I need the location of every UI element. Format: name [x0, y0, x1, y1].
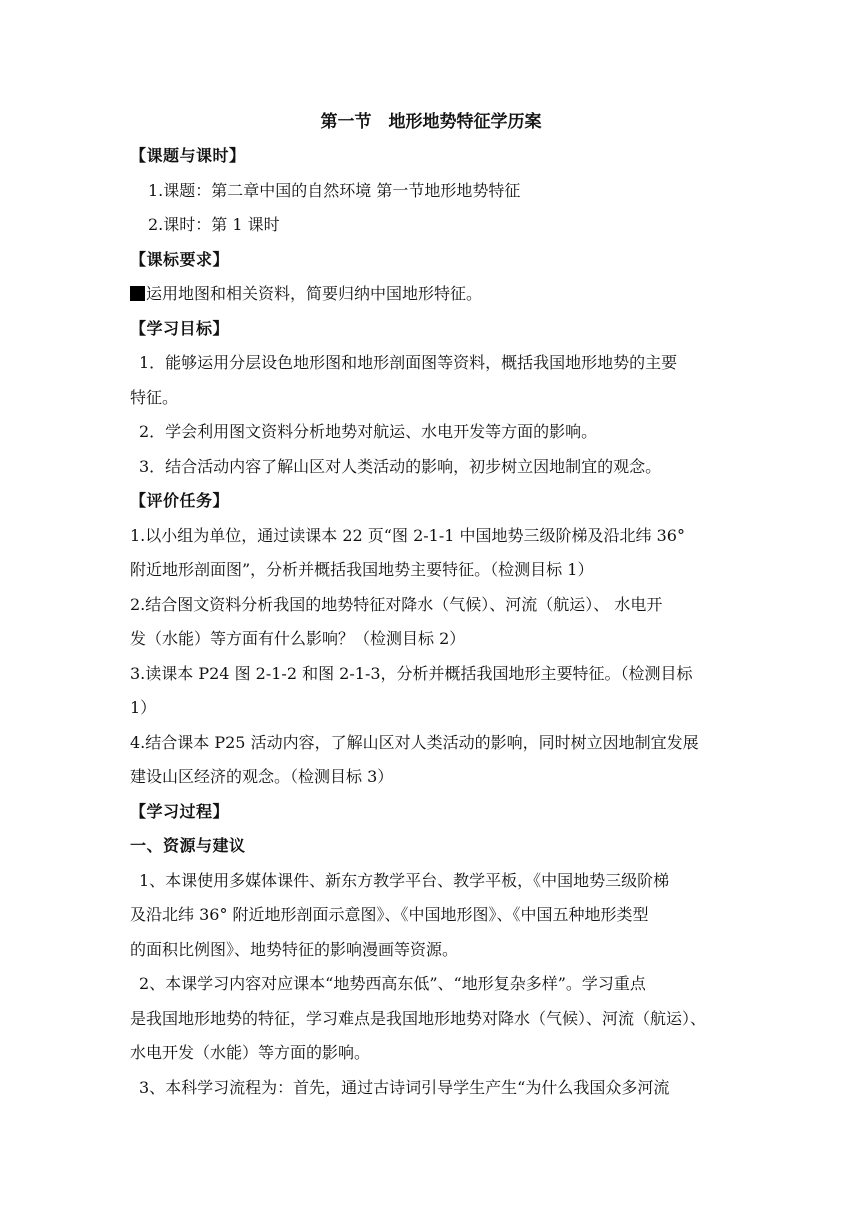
section-heading-process: 【学习过程】	[130, 801, 230, 821]
page-title: 第一节 地形地势特征学历案	[320, 112, 542, 132]
evaluation-line: 发（水能）等方面有什么影响？（检测目标 2）	[130, 629, 466, 648]
subsection-heading-resources: 一、资源与建议	[130, 836, 246, 855]
standard-line	[130, 277, 732, 312]
section-heading-standard: 【课标要求】	[130, 249, 230, 269]
objective-line: 3．结合活动内容了解山区对人类活动的影响，初步树立因地制宜的观念。	[139, 456, 662, 476]
paragraph-line: 的面积比例图》、地势特征的影响漫画等资源。	[130, 939, 459, 959]
objective-line: 特征。	[130, 387, 179, 407]
evaluation-line: 1）	[130, 698, 157, 717]
paragraph-line: 是我国地形地势的特征，学习难点是我国地形地势对降水（气候）、河流（航运）、	[130, 1008, 707, 1028]
paragraph-line: 2、本课学习内容对应课本“地势西高东低”、“地形复杂多样”。学习重点	[139, 974, 646, 993]
evaluation-line: 3.读课本 P24 图 2-1-2 和图 2-1-3，分析并概括我国地形主要特征。（检测目标	[130, 663, 693, 683]
period-line: 2.课时：第 1 课时	[148, 215, 280, 234]
document-body	[130, 105, 732, 1105]
bullet-square-icon	[130, 286, 145, 301]
evaluation-line: 4.结合课本 P25 活动内容，了解山区对人类活动的影响，同时树立因地制宜发展	[130, 732, 699, 752]
standard-text: 运用地图和相关资料，简要归纳中国地形特征。	[146, 284, 483, 303]
paragraph-line: 及沿北纬 36° 附近地形剖面示意图》、《中国地形图》、《中国五种地形类型	[130, 905, 649, 924]
evaluation-line: 建设山区经济的观念。（检测目标 3）	[130, 767, 394, 786]
evaluation-line: 2.结合图文资料分析我国的地势特征对降水（气候）、河流（航运）、 水电开	[130, 594, 663, 614]
paragraph-line: 3、本科学习流程为：首先，通过古诗词引导学生产生“为什么我国众多河流	[139, 1077, 670, 1097]
topic-line: 1.课题：第二章中国的自然环境 第一节地形地势特征	[148, 180, 521, 200]
paragraph-line: 1、本课使用多媒体课件、新东方教学平台、教学平板，《中国地势三级阶梯	[139, 870, 670, 890]
objective-line: 2．学会利用图文资料分析地势对航运、水电开发等方面的影响。	[139, 422, 598, 441]
evaluation-line: 1.以小组为单位，通过读课本 22 页“图 2-1-1 中国地势三级阶梯及沿北纬 36°	[130, 525, 685, 545]
paragraph-line: 水电开发（水能）等方面的影响。	[130, 1043, 371, 1062]
section-heading-evaluation: 【评价任务】	[130, 491, 230, 510]
evaluation-line: 附近地形剖面图”，分析并概括我国地势主要特征。（检测目标 1）	[130, 560, 594, 579]
section-heading-objectives: 【学习目标】	[130, 318, 230, 338]
section-heading-topic: 【课题与课时】	[130, 146, 246, 165]
objective-line: 1．能够运用分层设色地形图和地形剖面图等资料，概括我国地形地势的主要	[139, 353, 678, 372]
